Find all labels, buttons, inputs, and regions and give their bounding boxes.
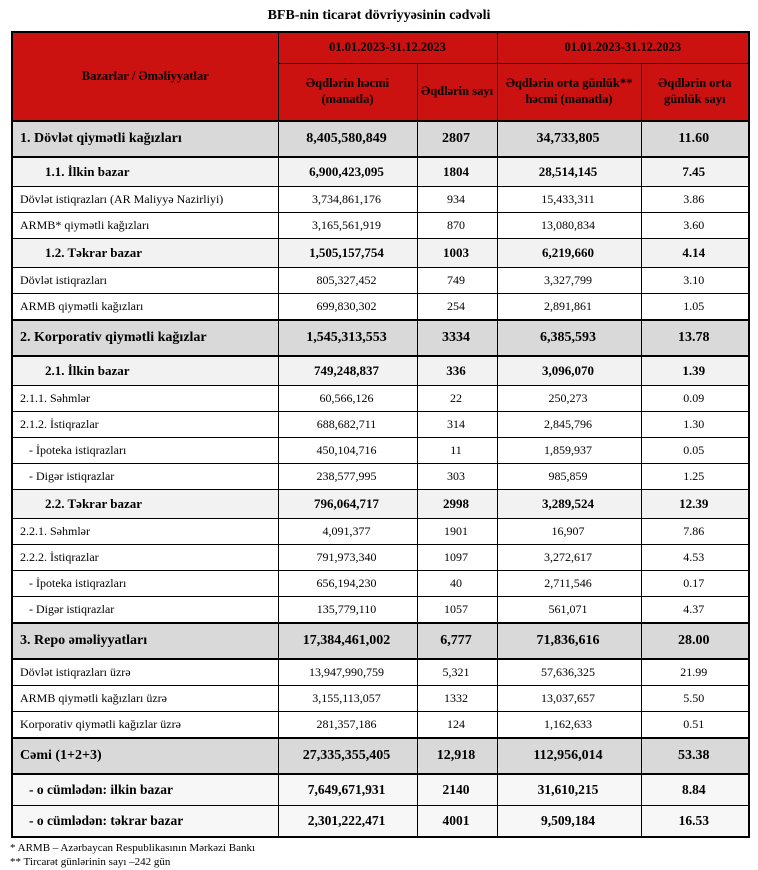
row-label-cell: Cəmi (1+2+3) [12, 738, 278, 774]
value-cell: 13,080,834 [497, 213, 641, 239]
row-label-cell: - Digər istiqrazlar [12, 464, 278, 490]
row-label-cell: 2.2.2. İstiqrazlar [12, 545, 278, 571]
row-label-cell: 1. Dövlət qiymətli kağızları [12, 121, 278, 157]
table-row [12, 659, 749, 686]
value-cell: 124 [417, 712, 497, 739]
table-body [12, 121, 749, 837]
table-row [12, 712, 749, 739]
value-cell: 2,845,796 [497, 412, 641, 438]
row-label-cell: 2.1.2. İstiqrazlar [12, 412, 278, 438]
value-cell: 28.00 [641, 623, 749, 659]
value-cell: 135,779,110 [278, 597, 417, 624]
value-cell: 934 [417, 187, 497, 213]
value-cell: 34,733,805 [497, 121, 641, 157]
table-row [12, 356, 749, 386]
value-cell: 9,509,184 [497, 806, 641, 838]
value-cell: 6,385,593 [497, 320, 641, 356]
table-row [12, 239, 749, 268]
row-label-cell: 2.2. Təkrar bazar [12, 490, 278, 519]
value-cell: 5,321 [417, 659, 497, 686]
value-cell: 805,327,452 [278, 268, 417, 294]
value-cell: 1,545,313,553 [278, 320, 417, 356]
row-label-cell: 3. Repo əməliyyatları [12, 623, 278, 659]
value-cell: 4001 [417, 806, 497, 838]
value-cell: 21.99 [641, 659, 749, 686]
value-cell: 28,514,145 [497, 157, 641, 187]
col-header-avg-volume: Əqdlərin orta günlük** həcmi (manatla) [497, 64, 641, 122]
value-cell: 7.86 [641, 519, 749, 545]
table-row [12, 545, 749, 571]
value-cell: 8,405,580,849 [278, 121, 417, 157]
trade-table [11, 31, 750, 838]
table-row [12, 294, 749, 321]
table-row [12, 686, 749, 712]
row-label-cell: - o cümlədən: ilkin bazar [12, 774, 278, 806]
value-cell: 2140 [417, 774, 497, 806]
value-cell: 8.84 [641, 774, 749, 806]
value-cell: 791,973,340 [278, 545, 417, 571]
row-label-cell: Dövlət istiqrazları üzrə [12, 659, 278, 686]
period-header-2: 01.01.2023-31.12.2023 [497, 32, 749, 64]
header-period-row [12, 32, 749, 64]
value-cell: 27,335,355,405 [278, 738, 417, 774]
row-label-cell: 2.1.1. Səhmlər [12, 386, 278, 412]
value-cell: 3,155,113,057 [278, 686, 417, 712]
value-cell: 699,830,302 [278, 294, 417, 321]
value-cell: 40 [417, 571, 497, 597]
value-cell: 6,777 [417, 623, 497, 659]
value-cell: 3,165,561,919 [278, 213, 417, 239]
col-header-volume: Əqdlərin həcmi (manatla) [278, 64, 417, 122]
value-cell: 3334 [417, 320, 497, 356]
value-cell: 31,610,215 [497, 774, 641, 806]
value-cell: 5.50 [641, 686, 749, 712]
table-row [12, 412, 749, 438]
table-header [12, 32, 749, 121]
value-cell: 17,384,461,002 [278, 623, 417, 659]
value-cell: 60,566,126 [278, 386, 417, 412]
value-cell: 303 [417, 464, 497, 490]
table-row [12, 121, 749, 157]
table-row [12, 519, 749, 545]
value-cell: 281,357,186 [278, 712, 417, 739]
value-cell: 2,711,546 [497, 571, 641, 597]
value-cell: 0.51 [641, 712, 749, 739]
value-cell: 561,071 [497, 597, 641, 624]
table-row [12, 490, 749, 519]
row-label-cell: 1.1. İlkin bazar [12, 157, 278, 187]
value-cell: 6,219,660 [497, 239, 641, 268]
value-cell: 12,918 [417, 738, 497, 774]
value-cell: 749,248,837 [278, 356, 417, 386]
table-row [12, 187, 749, 213]
value-cell: 22 [417, 386, 497, 412]
value-cell: 0.09 [641, 386, 749, 412]
row-label-cell: 2. Korporativ qiymətli kağızlar [12, 320, 278, 356]
value-cell: 1057 [417, 597, 497, 624]
footnotes [10, 841, 758, 870]
value-cell: 4,091,377 [278, 519, 417, 545]
value-cell: 3,289,524 [497, 490, 641, 519]
table-row [12, 597, 749, 624]
value-cell: 2998 [417, 490, 497, 519]
table-row [12, 157, 749, 187]
footnote-armb: * ARMB – Azərbaycan Respublikasının Mərkəzi Bankı [10, 842, 256, 854]
table-row [12, 806, 749, 838]
table-row [12, 623, 749, 659]
value-cell: 1,162,633 [497, 712, 641, 739]
value-cell: 796,064,717 [278, 490, 417, 519]
row-label-cell: ARMB qiymətli kağızları [12, 294, 278, 321]
value-cell: 112,956,014 [497, 738, 641, 774]
value-cell: 15,433,311 [497, 187, 641, 213]
value-cell: 2,301,222,471 [278, 806, 417, 838]
value-cell: 238,577,995 [278, 464, 417, 490]
value-cell: 7.45 [641, 157, 749, 187]
value-cell: 13.78 [641, 320, 749, 356]
col-header-count: Əqdlərin sayı [417, 64, 497, 122]
value-cell: 1804 [417, 157, 497, 187]
table-row [12, 464, 749, 490]
value-cell: 3,272,617 [497, 545, 641, 571]
value-cell: 1.05 [641, 294, 749, 321]
row-label-cell: 2.1. İlkin bazar [12, 356, 278, 386]
table-row [12, 320, 749, 356]
table-row [12, 738, 749, 774]
table-row [12, 213, 749, 239]
value-cell: 250,273 [497, 386, 641, 412]
period-header-1: 01.01.2023-31.12.2023 [278, 32, 497, 64]
value-cell: 4.53 [641, 545, 749, 571]
table-row [12, 386, 749, 412]
table-row [12, 268, 749, 294]
row-label-cell: Dövlət istiqrazları [12, 268, 278, 294]
value-cell: 57,636,325 [497, 659, 641, 686]
value-cell: 2,891,861 [497, 294, 641, 321]
value-cell: 4.37 [641, 597, 749, 624]
value-cell: 71,836,616 [497, 623, 641, 659]
value-cell: 4.14 [641, 239, 749, 268]
value-cell: 749 [417, 268, 497, 294]
row-label-cell: ARMB qiymətli kağızları üzrə [12, 686, 278, 712]
value-cell: 12.39 [641, 490, 749, 519]
value-cell: 314 [417, 412, 497, 438]
value-cell: 0.17 [641, 571, 749, 597]
value-cell: 870 [417, 213, 497, 239]
row-label-cell: 1.2. Təkrar bazar [12, 239, 278, 268]
footnote-trading-days: ** Tircarət günlərinin sayı –242 gün [10, 856, 171, 869]
value-cell: 450,104,716 [278, 438, 417, 464]
value-cell: 6,900,423,095 [278, 157, 417, 187]
col-header-avg-count: Əqdlərin orta günlük sayı [641, 64, 749, 122]
value-cell: 656,194,230 [278, 571, 417, 597]
value-cell: 13,947,990,759 [278, 659, 417, 686]
value-cell: 1332 [417, 686, 497, 712]
value-cell: 336 [417, 356, 497, 386]
page-title: BFB-nin ticarət dövriyyəsinin cədvəli [267, 8, 491, 23]
value-cell: 16,907 [497, 519, 641, 545]
row-label-cell: ARMB* qiymətli kağızları [12, 213, 278, 239]
value-cell: 1901 [417, 519, 497, 545]
value-cell: 16.53 [641, 806, 749, 838]
row-label-cell: - İpoteka istiqrazları [12, 438, 278, 464]
value-cell: 53.38 [641, 738, 749, 774]
value-cell: 688,682,711 [278, 412, 417, 438]
row-label-cell: Korporativ qiymətli kağızlar üzrə [12, 712, 278, 739]
value-cell: 1,859,937 [497, 438, 641, 464]
value-cell: 1.30 [641, 412, 749, 438]
value-cell: 2807 [417, 121, 497, 157]
table-row [12, 571, 749, 597]
corner-header-cell: Bazarlar / Əməliyyatlar [12, 32, 278, 121]
row-label-cell: 2.2.1. Səhmlər [12, 519, 278, 545]
value-cell: 254 [417, 294, 497, 321]
row-label-cell: - o cümlədən: təkrar bazar [12, 806, 278, 838]
value-cell: 3,734,861,176 [278, 187, 417, 213]
value-cell: 3,327,799 [497, 268, 641, 294]
table-row [12, 774, 749, 806]
row-label-cell: - Digər istiqrazlar [12, 597, 278, 624]
value-cell: 3,096,070 [497, 356, 641, 386]
value-cell: 7,649,671,931 [278, 774, 417, 806]
value-cell: 1097 [417, 545, 497, 571]
value-cell: 0.05 [641, 438, 749, 464]
row-label-cell: - İpoteka istiqrazları [12, 571, 278, 597]
value-cell: 13,037,657 [497, 686, 641, 712]
value-cell: 1003 [417, 239, 497, 268]
table-row [12, 438, 749, 464]
value-cell: 3.86 [641, 187, 749, 213]
value-cell: 1.25 [641, 464, 749, 490]
value-cell: 11.60 [641, 121, 749, 157]
value-cell: 11 [417, 438, 497, 464]
value-cell: 3.60 [641, 213, 749, 239]
row-label-cell: Dövlət istiqrazları (AR Maliyyə Nazirliyi) [12, 187, 278, 213]
value-cell: 1.39 [641, 356, 749, 386]
value-cell: 985,859 [497, 464, 641, 490]
value-cell: 3.10 [641, 268, 749, 294]
value-cell: 1,505,157,754 [278, 239, 417, 268]
